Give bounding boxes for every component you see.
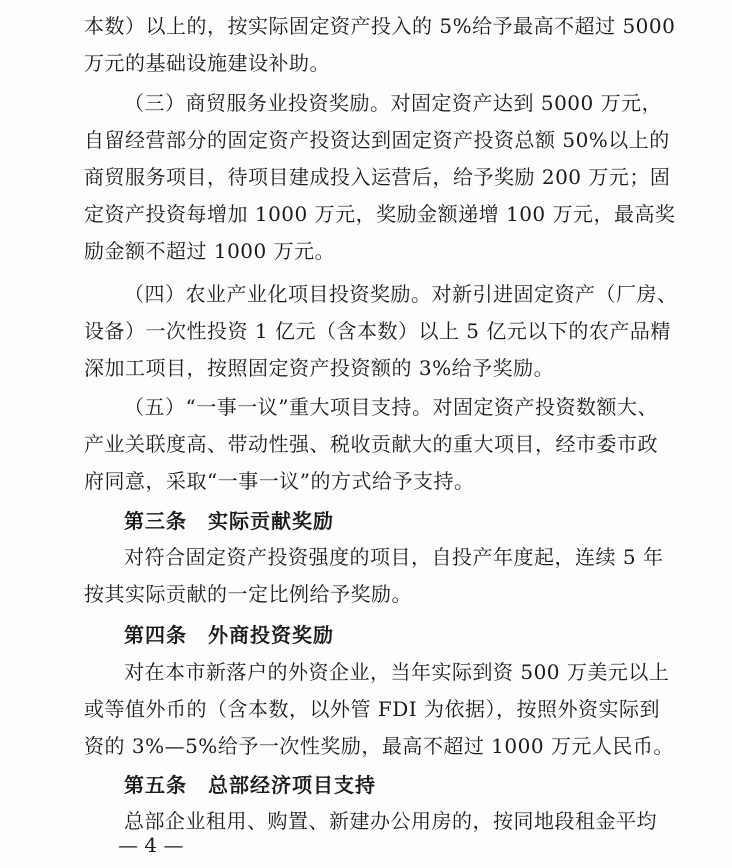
body-line: 商贸服务项目，待项目建成投入运营后，给予奖励 200 万元；固 [84, 165, 671, 189]
article-5-heading: 第五条 总部经济项目支持 [124, 773, 376, 797]
article-3-heading: 第三条 实际贡献奖励 [124, 509, 334, 533]
page-number: — 4 — [118, 833, 184, 857]
article-4-heading: 第四条 外商投资奖励 [124, 623, 334, 647]
body-line: 府同意，采取“一事一议”的方式给予支持。 [84, 469, 475, 493]
body-line: 对在本市新落户的外资企业，当年实际到资 500 万美元以上 [124, 660, 670, 684]
body-line: 定资产投资每增加 1000 万元，奖励金额递增 100 万元，最高奖 [84, 202, 676, 226]
body-line: 总部企业租用、购置、新建办公用房的，按同地段租金平均 [124, 809, 657, 833]
section-5-title-line: （五）“一事一议”重大项目支持。对固定资产投资数额大、 [124, 395, 658, 419]
body-line: 资的 3%—5%给予一次性奖励，最高不超过 1000 万元人民币。 [84, 734, 674, 758]
body-line: 万元的基础设施建设补助。 [84, 51, 330, 75]
body-line: 产业关联度高、带动性强、税收贡献大的重大项目，经市委市政 [84, 432, 658, 456]
body-line: 或等值外币的（含本数，以外管 FDI 为依据），按照外资实际到 [84, 697, 661, 721]
section-3-title-line: （三）商贸服务业投资奖励。对固定资产达到 5000 万元， [124, 91, 663, 115]
body-line: 设备）一次性投资 1 亿元（含本数）以上 5 亿元以下的农产品精 [84, 319, 671, 343]
body-line: 深加工项目，按照固定资产投资额的 3%给予奖励。 [84, 356, 555, 380]
body-line: 自留经营部分的固定资产投资达到固定资产投资总额 50%以上的 [84, 128, 670, 152]
body-line: 按其实际贡献的一定比例给予奖励。 [84, 582, 412, 606]
section-4-title-line: （四）农业产业化项目投资奖励。对新引进固定资产（厂房、 [124, 282, 678, 306]
body-line: 本数）以上的，按实际固定资产投入的 5%给予最高不超过 5000 [84, 14, 676, 38]
body-line: 对符合固定资产投资强度的项目，自投产年度起，连续 5 年 [124, 545, 664, 569]
body-line: 励金额不超过 1000 万元。 [84, 239, 336, 263]
